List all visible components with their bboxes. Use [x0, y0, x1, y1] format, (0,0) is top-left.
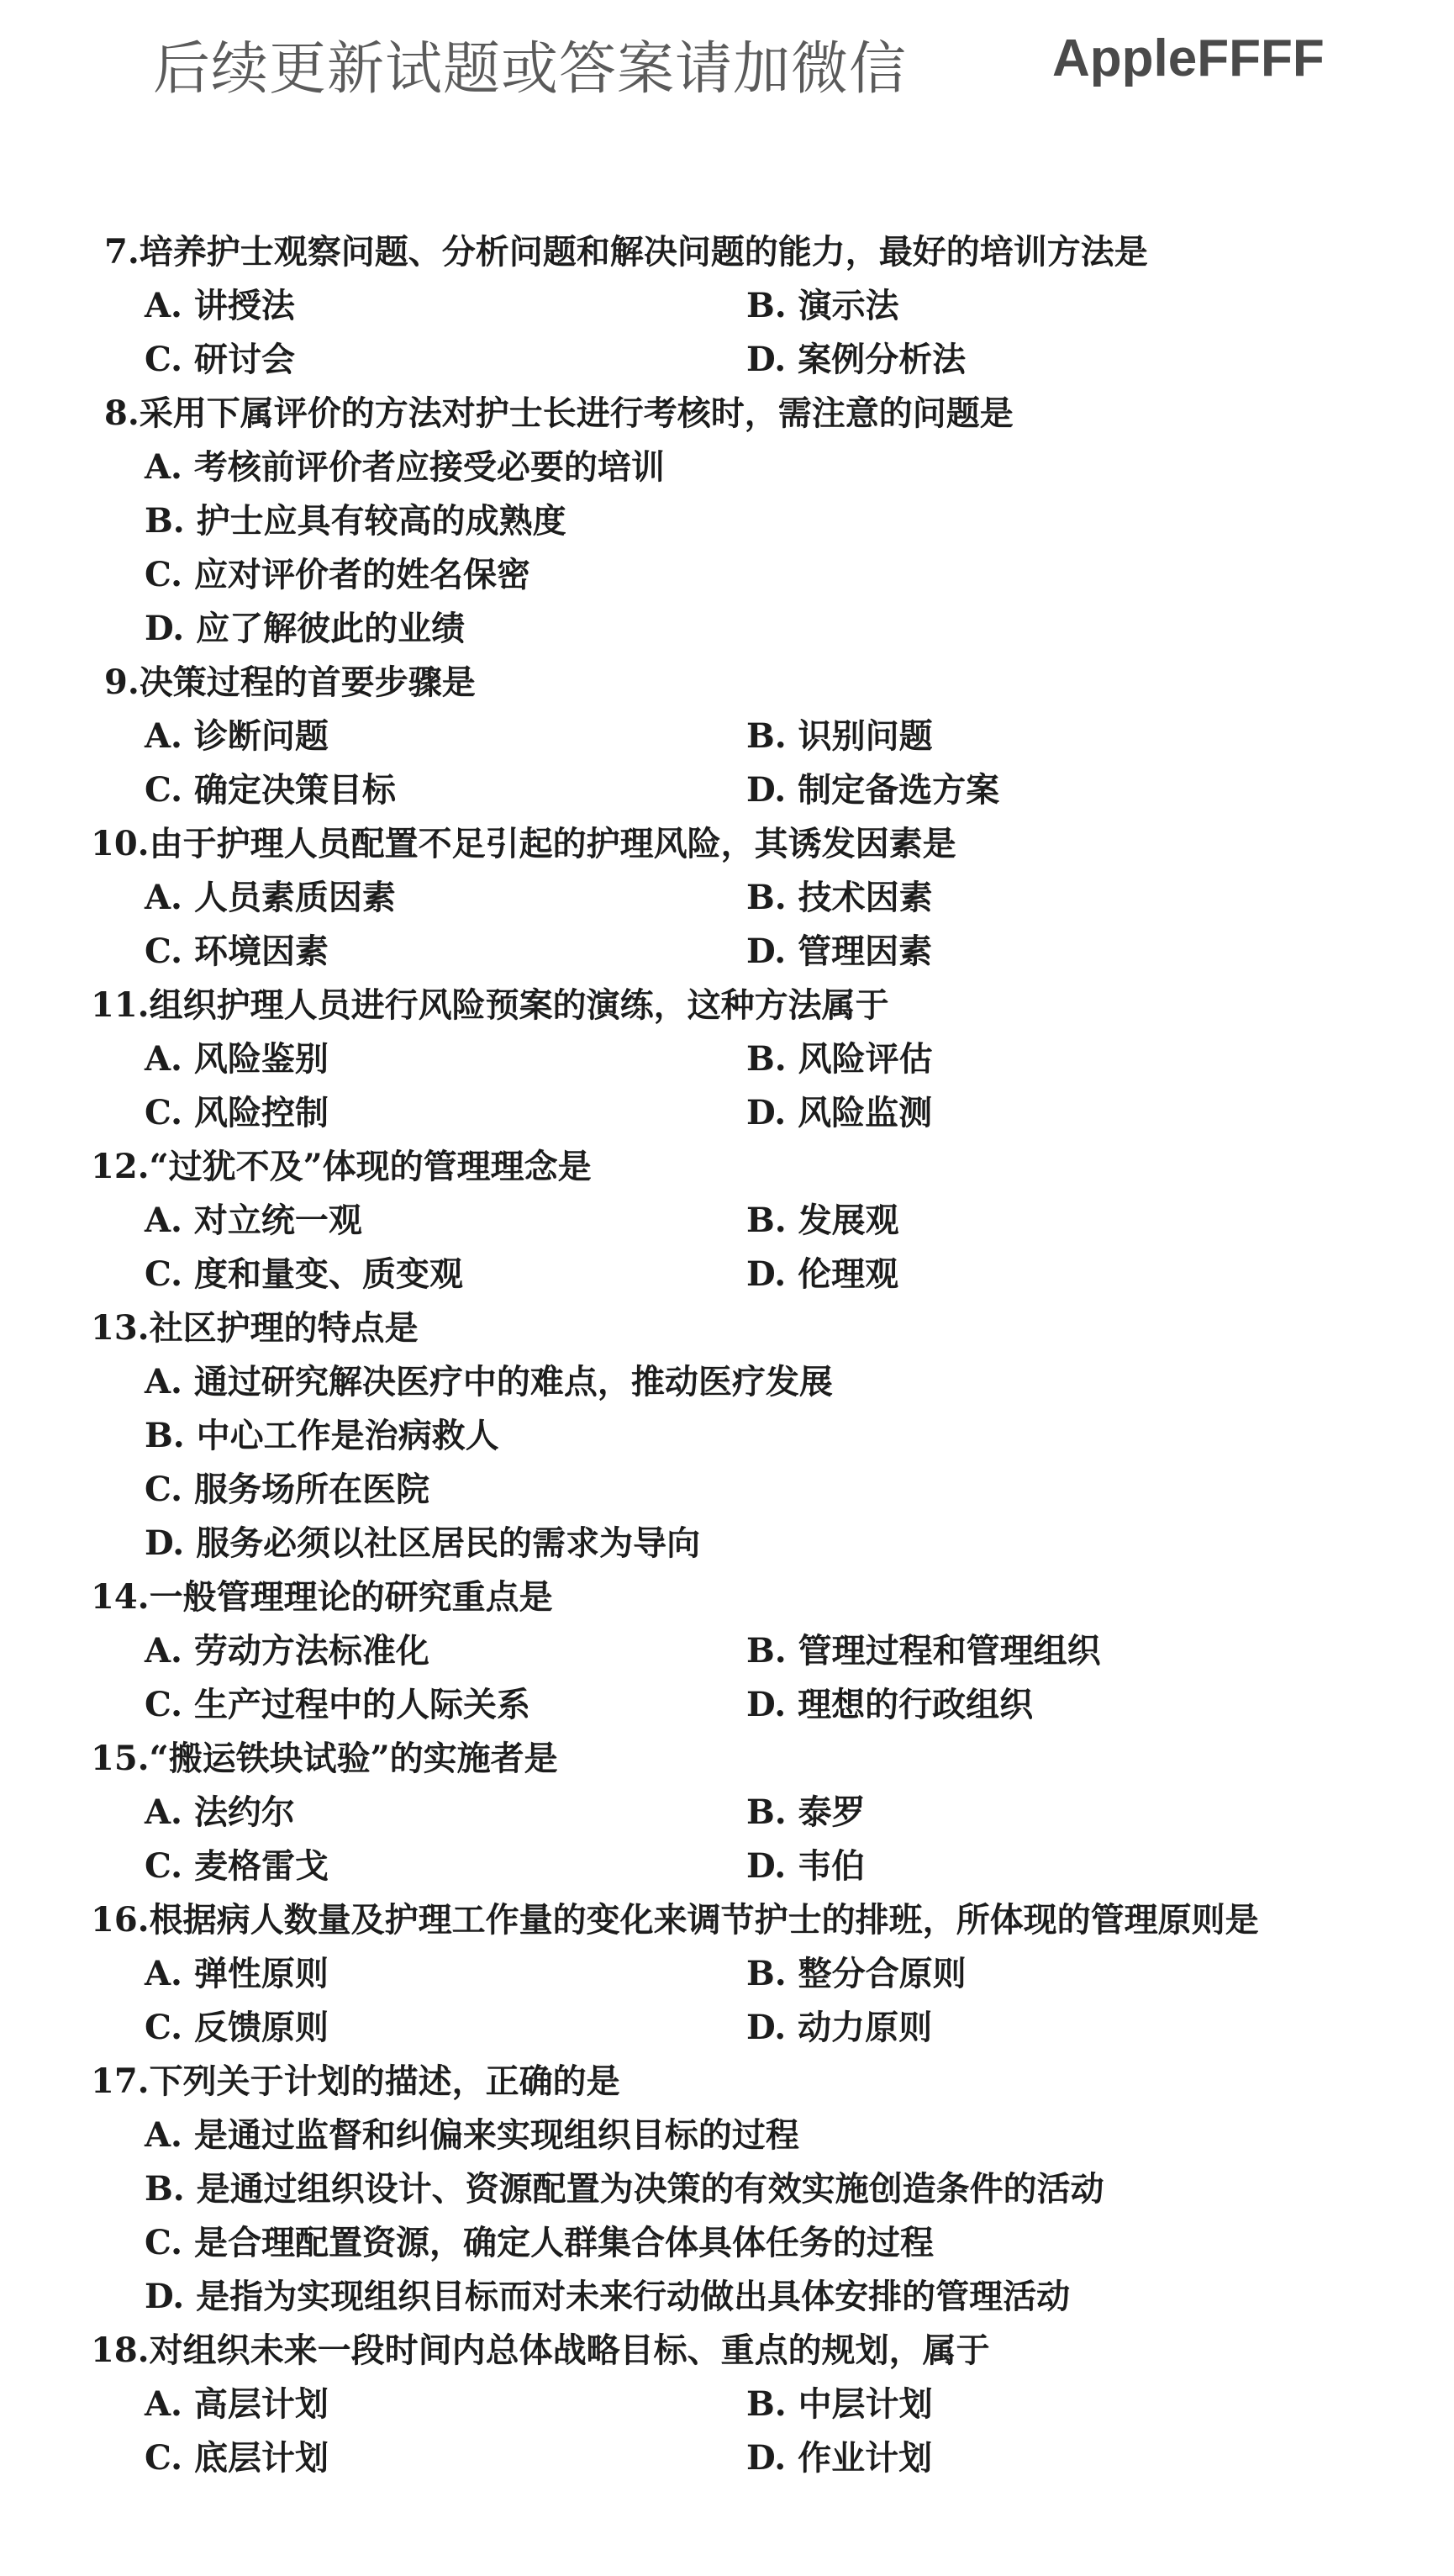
option-d: D. 是指为实现组织目标而对未来行动做出具体安排的管理活动 [145, 2277, 1071, 2316]
question-stem [0, 1732, 1454, 1786]
question-16 [0, 1893, 1454, 2055]
option-a: A. 考核前评价者应接受必要的培训 [145, 447, 665, 487]
option-a: A. 通过研究解决医疗中的难点，推动医疗发展 [145, 1362, 833, 1401]
option-row [0, 2431, 1454, 2485]
question-text: 社区护理的特点是 [149, 1308, 419, 1348]
question-text: 根据病人数量及护理工作量的变化来调节护士的排班，所体现的管理原则是 [149, 1900, 1259, 1940]
question-number: 8. [104, 393, 140, 433]
option-b: B. 泰罗 [746, 1792, 866, 1832]
option-row [0, 1032, 1454, 1086]
question-15 [0, 1732, 1454, 1893]
option-row [0, 1947, 1454, 2001]
question-stem [0, 2324, 1454, 2378]
question-stem [0, 1301, 1454, 1355]
option-d: D. 管理因素 [746, 932, 933, 971]
question-10 [0, 817, 1454, 979]
option-row [0, 2001, 1454, 2055]
question-stem [0, 1140, 1454, 1194]
option-row [0, 925, 1454, 979]
question-9 [0, 656, 1454, 817]
option-b: B. 风险评估 [746, 1039, 933, 1079]
option-a: A. 风险鉴别 [145, 1039, 329, 1079]
option-b: B. 整分合原则 [746, 1954, 967, 1993]
option-a: A. 法约尔 [145, 1792, 295, 1832]
question-number: 13. [91, 1308, 150, 1348]
option-d: D. 案例分析法 [746, 340, 967, 379]
option-d: D. 制定备选方案 [746, 770, 1000, 810]
option-row [0, 1678, 1454, 1732]
option-a: A. 弹性原则 [145, 1954, 329, 1993]
option-b: B. 技术因素 [746, 878, 933, 917]
option-d: D. 风险监测 [746, 1093, 933, 1132]
question-stem [0, 2055, 1454, 2109]
option-d: D. 伦理观 [746, 1254, 899, 1294]
question-8 [0, 387, 1454, 656]
option-row [0, 1194, 1454, 1248]
option-row [0, 871, 1454, 925]
option-c: C. 风险控制 [145, 1093, 329, 1132]
question-number: 10. [91, 824, 150, 863]
option-c: C. 研讨会 [145, 340, 295, 379]
option-d: D. 韦伯 [746, 1846, 866, 1886]
option-b: B. 中层计划 [746, 2384, 933, 2424]
question-12 [0, 1140, 1454, 1301]
option-b: B. 发展观 [746, 1201, 899, 1240]
option-d: D. 服务必须以社区居民的需求为导向 [145, 1523, 701, 1563]
option-c: C. 应对评价者的姓名保密 [145, 555, 530, 594]
question-17 [0, 2055, 1454, 2324]
option-c: C. 服务场所在医院 [145, 1470, 429, 1509]
option-c: C. 是合理配置资源，确定人群集合体具体任务的过程 [145, 2223, 934, 2262]
question-text: 由于护理人员配置不足引起的护理风险，其诱发因素是 [149, 824, 956, 863]
option-d: D. 作业计划 [746, 2438, 933, 2478]
option-row [0, 1624, 1454, 1678]
option-row [0, 2378, 1454, 2431]
question-stem [0, 817, 1454, 871]
option-c: C. 环境因素 [145, 932, 329, 971]
option-b: B. 管理过程和管理组织 [746, 1631, 1101, 1671]
option-c: C. 生产过程中的人际关系 [145, 1685, 530, 1724]
option-c: C. 确定决策目标 [145, 770, 396, 810]
question-text: 对组织未来一段时间内总体战略目标、重点的规划，属于 [149, 2331, 990, 2370]
option-row [0, 333, 1454, 387]
question-number: 15. [91, 1739, 150, 1778]
question-number: 12. [91, 1147, 150, 1186]
option-a: A. 高层计划 [145, 2384, 329, 2424]
option-d: D. 动力原则 [746, 2008, 933, 2047]
option-row [0, 763, 1454, 817]
question-number: 11. [91, 985, 150, 1025]
option-row [0, 710, 1454, 763]
option-a: A. 讲授法 [145, 286, 295, 325]
question-number: 7. [104, 232, 140, 272]
option-b: B. 识别问题 [746, 716, 933, 756]
option-d: D. 应了解彼此的业绩 [145, 609, 466, 648]
header-notice: 后续更新试题或答案请加微信 [153, 36, 908, 103]
question-text: 采用下属评价的方法对护士长进行考核时，需注意的问题是 [139, 393, 1014, 433]
option-d: D. 理想的行政组织 [746, 1685, 1034, 1724]
question-text: “搬运铁块试验”的实施者是 [149, 1739, 558, 1778]
question-text: 一般管理理论的研究重点是 [149, 1577, 553, 1617]
question-text: “过犹不及”体现的管理理念是 [149, 1147, 592, 1186]
option-row [0, 1786, 1454, 1840]
question-text: 下列关于计划的描述，正确的是 [149, 2061, 620, 2101]
question-stem [0, 1570, 1454, 1624]
question-list [0, 225, 1454, 2485]
page-header [0, 15, 1454, 108]
option-row [0, 1248, 1454, 1301]
option-a: A. 劳动方法标准化 [145, 1631, 429, 1671]
option-a: A. 诊断问题 [145, 716, 329, 756]
option-row [0, 1840, 1454, 1893]
header-wechat-id: AppleFFFF [1052, 29, 1325, 87]
option-b: B. 是通过组织设计、资源配置为决策的有效实施创造条件的活动 [145, 2169, 1104, 2209]
question-text: 决策过程的首要步骤是 [139, 662, 476, 702]
option-row [0, 279, 1454, 333]
question-number: 17. [91, 2061, 150, 2101]
question-stem [0, 656, 1454, 710]
option-a: A. 是通过监督和纠偏来实现组织目标的过程 [145, 2115, 799, 2155]
option-b: B. 演示法 [746, 286, 899, 325]
question-number: 14. [91, 1577, 150, 1617]
option-c: C. 底层计划 [145, 2438, 329, 2478]
question-18 [0, 2324, 1454, 2485]
question-7 [0, 225, 1454, 387]
question-11 [0, 979, 1454, 1140]
question-stem [0, 979, 1454, 1032]
option-a: A. 人员素质因素 [145, 878, 396, 917]
question-number: 16. [91, 1900, 150, 1940]
option-row [0, 1086, 1454, 1140]
option-c: C. 反馈原则 [145, 2008, 329, 2047]
question-stem [0, 1893, 1454, 1947]
question-stem [0, 387, 1454, 441]
option-c: C. 度和量变、质变观 [145, 1254, 463, 1294]
option-b: B. 护士应具有较高的成熟度 [145, 501, 566, 541]
option-b: B. 中心工作是治病救人 [145, 1416, 499, 1455]
question-14 [0, 1570, 1454, 1732]
question-stem [0, 225, 1454, 279]
question-text: 组织护理人员进行风险预案的演练，这种方法属于 [149, 985, 889, 1025]
question-number: 18. [91, 2331, 150, 2370]
question-text: 培养护士观察问题、分析问题和解决问题的能力，最好的培训方法是 [139, 232, 1148, 272]
question-13 [0, 1301, 1454, 1570]
question-number: 9. [104, 662, 140, 702]
option-c: C. 麦格雷戈 [145, 1846, 329, 1886]
option-a: A. 对立统一观 [145, 1201, 362, 1240]
